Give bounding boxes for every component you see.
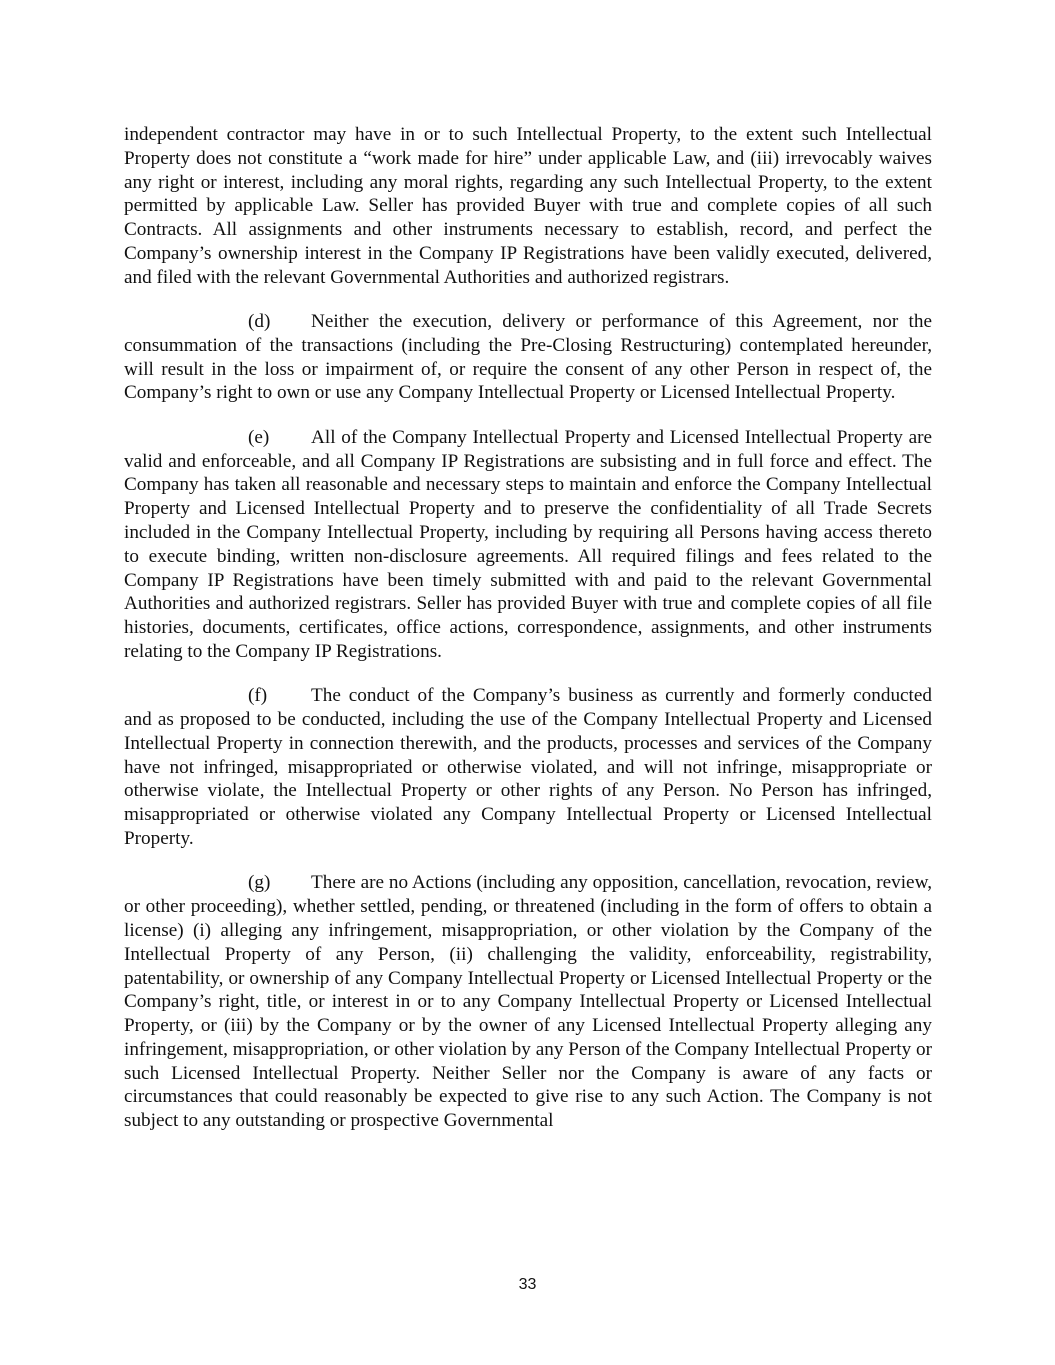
paragraph-text: The conduct of the Company’s business as currently and formerly conducted and as proposed to be conducted, including the use of the Company Intellectual Property and Licensed Intellectual Property in connection therewith, and the products, processes and services of the Company have not infringed, misappropriated or otherwise violated, and will not infringe, misappropriate or otherwise violate, the Intellectual Property or other rights of any Person. No Person has infringed, misappropriated or otherwise violated any Company Intellectual Property or Licensed Intellectual Property. xyxy=(124,685,932,850)
paragraph-continuation xyxy=(124,123,932,290)
paragraph-label: (d) xyxy=(248,311,271,333)
paragraph-e xyxy=(124,426,932,664)
paragraph-d xyxy=(124,310,932,405)
paragraph-label: (e) xyxy=(248,426,270,448)
paragraph-text: All of the Company Intellectual Property and Licensed Intellectual Property are valid and enforceable, and all Company IP Registrations are subsisting and in full force and effect. The Company has taken all reasonable and necessary steps to maintain and enforce the Company Intellectual Property and Licensed Intellectual Property and to preserve the confidentiality of all Trade Secrets included in the Company Intellectual Property, including by requiring all Persons having access thereto to execute binding, written non-disclosure agreements. All required filings and fees related to the Company IP Registrations have been timely submitted with and paid to the relevant Governmental Authorities and authorized registrars. Seller has provided Buyer with true and complete copies of all file histories, documents, certificates, office actions, correspondence, assignments, and other instruments relating to the Company IP Registrations. xyxy=(124,426,932,662)
page-number: 33 xyxy=(518,1276,537,1293)
paragraph-label: (g) xyxy=(248,872,271,894)
paragraph-f xyxy=(124,684,932,851)
paragraph-text: There are no Actions (including any opposition, cancellation, revocation, review, or other proceeding), whether settled, pending, or threatened (including in the form of offers to obtain a license) (i) alleging any infringement, misappropriation, or other violation by the Company of the Intellectual Property of any Person, (ii) challenging the validity, enforceability, registrability, patentability, or ownership of any Company Intellectual Property or Licensed Intellectual Property or the Company’s right, title, or interest in or to any Company Intellectual Property or Licensed Intellectual Property, or (iii) by the Company or by the owner of any Licensed Intellectual Property alleging any infringement, misappropriation, or other violation by any Person of the Company Intellectual Property or such Licensed Intellectual Property. Neither Seller nor the Company is aware of any facts or circumstances that could reasonably be expected to give rise to any such Action. The Company is not subject to any outstanding or prospective Governmental xyxy=(124,872,932,1132)
document-body xyxy=(124,123,932,1154)
paragraph-label: (f) xyxy=(248,685,268,707)
paragraph-text: independent contractor may have in or to such Intellectual Property, to the extent such Intellectual Property does not constitute a “work made for hire” under applicable Law, and (iii) irrevocably waives any right or interest, including any moral rights, regarding any such Intellectual Property, to the extent permitted by applicable Law. Seller has provided Buyer with true and complete copies of all such Contracts. All assignments and other instruments necessary to establish, record, and perfect the Company’s ownership interest in the Company IP Registrations have been validly executed, delivered, and filed with the relevant Governmental Authorities and authorized registrars. xyxy=(124,124,932,288)
paragraph-text: Neither the execution, delivery or performance of this Agreement, nor the consummation of the transactions (including the Pre-Closing Restructuring) contemplated hereunder, will result in the loss or impairment of, or require the consent of any other Person in respect of, the Company’s right to own or use any Company Intellectual Property or Licensed Intellectual Property. xyxy=(124,311,932,404)
paragraph-g xyxy=(124,871,932,1133)
